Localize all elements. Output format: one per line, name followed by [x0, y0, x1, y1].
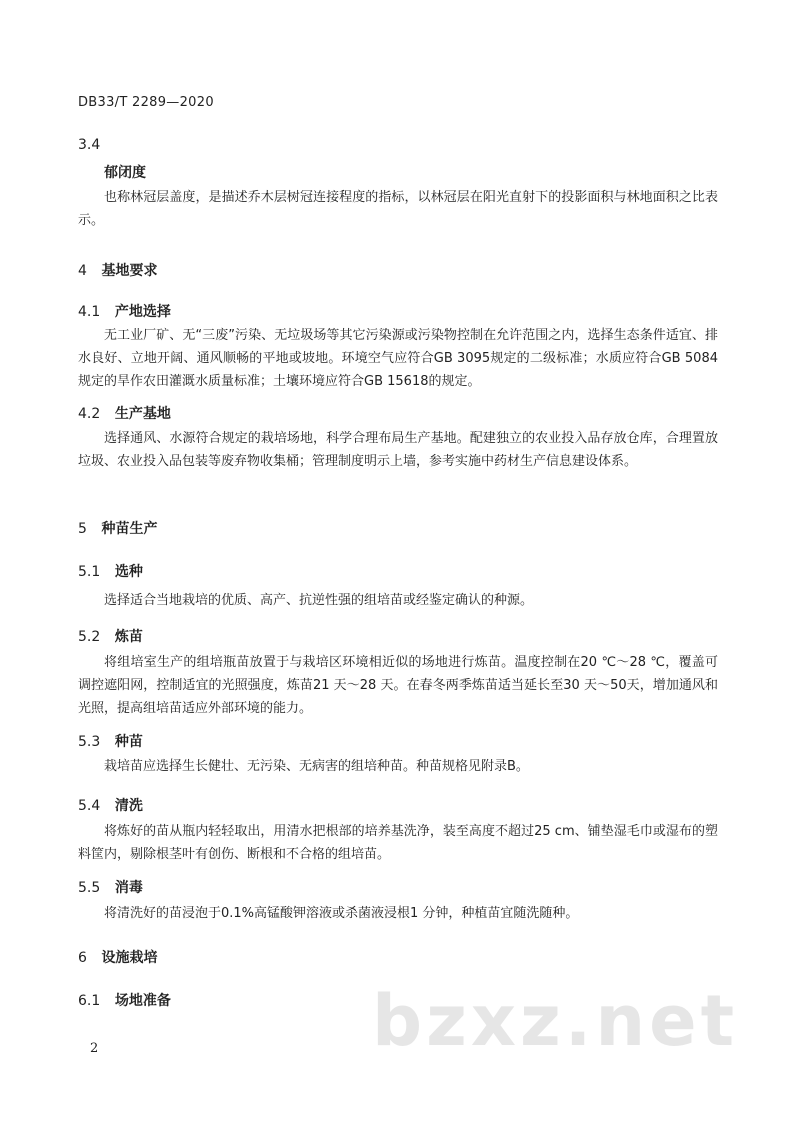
section-title: 种苗生产	[101, 521, 158, 537]
term-definition: 也称林冠层盖度，是描述乔木层树冠连接程度的指标，以林冠层在阳光直射下的投影面积与林地面积之比表示。	[78, 190, 718, 228]
section-heading-5-1	[78, 561, 143, 581]
section-title: 场地准备	[114, 993, 171, 1009]
section-title: 基地要求	[101, 263, 158, 279]
section-number: 5.1	[78, 564, 101, 580]
section-title: 产地选择	[114, 304, 171, 320]
section-number: 5.3	[78, 734, 101, 750]
section-number: 6	[78, 950, 87, 966]
section-title: 清洗	[114, 798, 143, 814]
page-number: 2	[90, 1041, 99, 1056]
watermark-logo: bzxz.net	[372, 980, 739, 1062]
section-heading-5	[78, 518, 158, 538]
section-title: 设施栽培	[101, 950, 158, 966]
section-number: 5.5	[78, 880, 101, 896]
section-heading-5-3	[78, 731, 143, 751]
section-title: 种苗	[114, 734, 143, 750]
paragraph-5-2: 将组培室生产的组培瓶苗放置于与栽培区环境相近似的场地进行炼苗。温度控制在20 ℃～28 ℃，覆盖可调控遮阳网，控制适宜的光照强度，炼苗21 天～28 天。在春冬两季炼苗适当延长至30 天～50天，增加通风和光照，提高组培苗适应外部环境的能力。	[78, 655, 718, 716]
section-heading-4-2	[78, 403, 171, 423]
section-heading-5-5	[78, 877, 143, 897]
paragraph-5-3: 栽培苗应选择生长健壮、无污染、无病害的组培种苗。种苗规格见附录B。	[104, 759, 529, 774]
section-heading-6-1	[78, 990, 171, 1010]
section-heading-4-1	[78, 301, 171, 321]
paragraph-4-2: 选择通风、水源符合规定的栽培场地，科学合理布局生产基地。配建独立的农业投入品存放仓库，合理置放垃圾、农业投入品包装等废弃物收集桶；管理制度明示上墙，参考实施中药材生产信息建设体系。	[78, 431, 718, 469]
section-title: 选种	[114, 564, 143, 580]
paragraph-5-4: 将炼好的苗从瓶内轻轻取出，用清水把根部的培养基洗净，装至高度不超过25 cm、铺垫湿毛巾或湿布的塑料筐内，剔除根茎叶有创伤、断根和不合格的组培苗。	[78, 824, 718, 862]
section-number: 6.1	[78, 993, 101, 1009]
section-number: 4.2	[78, 406, 101, 422]
section-heading-5-2	[78, 626, 143, 646]
section-number: 5.4	[78, 798, 101, 814]
section-number: 5.2	[78, 629, 101, 645]
standard-code: DB33/T 2289—2020	[78, 95, 214, 110]
section-title: 炼苗	[114, 629, 143, 645]
section-number-3-4: 3.4	[78, 137, 101, 153]
section-heading-6	[78, 947, 158, 967]
section-heading-4	[78, 260, 158, 280]
term-title-yubidu: 郁闭度	[104, 165, 146, 181]
section-number: 5	[78, 521, 87, 537]
paragraph-4-1: 无工业厂矿、无“三废”污染、无垃圾场等其它污染源或污染物控制在允许范围之内，选择生态条件适宜、排水良好、立地开阔、通风顺畅的平地或坡地。环境空气应符合GB 3095规定的二级标准；水质应符合GB 5084规定的旱作农田灌溉水质量标准；土壤环境应符合GB 15618的规定。	[78, 328, 718, 389]
paragraph-5-5: 将清洗好的苗浸泡于0.1%高锰酸钾溶液或杀菌液浸根1 分钟，种植苗宜随洗随种。	[104, 906, 579, 921]
paragraph-5-1: 选择适合当地栽培的优质、高产、抗逆性强的组培苗或经鉴定确认的种源。	[104, 593, 534, 608]
section-title: 生产基地	[114, 406, 171, 422]
section-heading-5-4	[78, 795, 143, 815]
section-number: 4	[78, 263, 87, 279]
section-title: 消毒	[114, 880, 143, 896]
section-number: 4.1	[78, 304, 101, 320]
